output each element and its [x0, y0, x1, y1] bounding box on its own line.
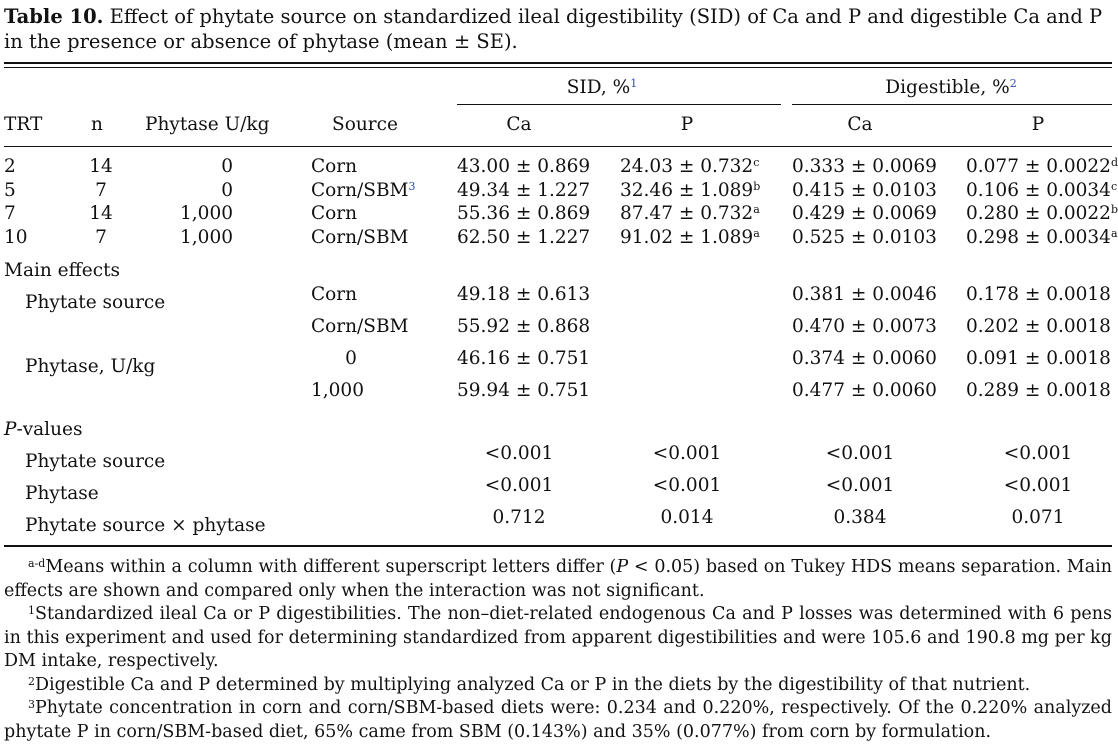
p-value-dig-p: <0.001 [1003, 475, 1073, 496]
digestible-group-rule [792, 104, 1112, 105]
cell-dig-p: 0.106 ± 0.0034$^c$ [966, 180, 1118, 201]
footnote-ref[interactable]: 3 [408, 180, 416, 193]
superscript-letter: a [753, 203, 760, 216]
p-values-label: P-values [4, 419, 83, 440]
cell-sid-p: 24.03 ± 0.732$^c$ [620, 156, 760, 177]
main-effect-sid-ca: 55.92 ± 0.868 [457, 316, 591, 337]
cell-dig-ca: 0.429 ± 0.0069 [792, 203, 937, 224]
cell-n: 7 [95, 227, 107, 248]
superscript-letter: b [1110, 203, 1118, 216]
phytate-source-label: Phytate source [25, 292, 166, 313]
superscript-letter: a [1110, 227, 1118, 240]
main-effect-level: Corn [311, 284, 358, 305]
superscript-letter: c [753, 156, 760, 169]
cell-sid-ca: 49.34 ± 1.227 [457, 180, 591, 201]
main-effect-sid-ca: 49.18 ± 0.613 [457, 284, 591, 305]
footnote-ref-1[interactable]: 1 [630, 77, 638, 90]
top-rule [4, 62, 1112, 64]
table-caption [4, 4, 1112, 54]
cell-trt: 5 [4, 180, 16, 201]
header-trt: TRT [4, 114, 43, 135]
main-effect-dig-ca: 0.477 ± 0.0060 [792, 380, 937, 401]
p-value-sid-p: 0.014 [660, 507, 714, 528]
superscript-letter: a [753, 227, 760, 240]
cell-dig-ca: 0.525 ± 0.0103 [792, 227, 937, 248]
cell-phytase: 1,000 [180, 203, 233, 224]
p-value-label: Phytate source × phytase [25, 515, 266, 536]
digestible-group-header: Digestible, %$^2$ [885, 77, 1017, 98]
main-effects-label: Main effects [4, 260, 121, 281]
cell-dig-p: 0.280 ± 0.0022$^b$ [966, 203, 1118, 224]
cell-sid-p: 87.47 ± 0.732$^a$ [620, 203, 760, 224]
cell-n: 7 [95, 180, 107, 201]
main-effect-dig-p: 0.202 ± 0.0018 [966, 316, 1111, 337]
p-value-dig-ca: <0.001 [825, 443, 895, 464]
cell-trt: 10 [4, 227, 28, 248]
footnote-ref-2[interactable]: 2 [1009, 77, 1017, 90]
cell-sid-p: 32.46 ± 1.089$^b$ [620, 180, 761, 201]
cell-trt: 7 [4, 203, 16, 224]
cell-sid-ca: 43.00 ± 0.869 [457, 156, 591, 177]
p-value-dig-p: <0.001 [1003, 443, 1073, 464]
cell-phytase: 0 [221, 180, 233, 201]
main-effect-dig-p: 0.091 ± 0.0018 [966, 348, 1111, 369]
p-value-sid-ca: 0.712 [492, 507, 546, 528]
footnote-1: $^1$Standardized ileal Ca or P digestibilities. The non–diet-related endogenous Ca and P losses was determined with 6 pens in this experiment and used for determining standardized from apparent digestibilities and were 105.6 and 190.8 mg per kg DM intake, respectively. [4, 604, 1112, 671]
cell-sid-ca: 62.50 ± 1.227 [457, 227, 591, 248]
cell-source: Corn/SBM [311, 227, 409, 248]
p-value-sid-ca: <0.001 [484, 443, 554, 464]
cell-n: 14 [89, 203, 113, 224]
footnotes [4, 556, 1112, 744]
header-rule [4, 146, 1112, 147]
caption-text: Effect of phytate source on standardized ileal digestibility (SID) of Ca and P and digestible Ca and P in the presence or absence of phytase (mean ± SE). [4, 5, 1103, 53]
cell-phytase: 1,000 [180, 227, 233, 248]
header-phytase: Phytase U/kg [145, 114, 270, 135]
cell-dig-p: 0.077 ± 0.0022$^d$ [966, 156, 1118, 177]
main-effect-dig-ca: 0.374 ± 0.0060 [792, 348, 937, 369]
header-dig-ca: Ca [847, 114, 873, 135]
footnote-2: $^2$Digestible Ca and P determined by multiplying analyzed Ca or P in the diets by the digestibility of that nutrient. [28, 674, 1031, 695]
cell-dig-p: 0.298 ± 0.0034$^a$ [966, 227, 1118, 248]
main-effect-dig-ca: 0.470 ± 0.0073 [792, 316, 937, 337]
superscript-letter: d [1110, 156, 1118, 169]
sid-group-rule [457, 104, 781, 105]
main-effect-dig-p: 0.289 ± 0.0018 [966, 380, 1111, 401]
main-effect-dig-ca: 0.381 ± 0.0046 [792, 284, 937, 305]
footnote-a-d: $^{a-d}$Means within a column with different superscript letters differ (P < 0.05) based on Tukey HDS means separation. Main effects are shown and compared only when the interaction was not significant. [4, 557, 1112, 601]
superscript-letter: c [1110, 180, 1118, 193]
p-value-dig-ca: <0.001 [825, 475, 895, 496]
main-effect-sid-ca: 59.94 ± 0.751 [457, 380, 591, 401]
cell-n: 14 [89, 156, 113, 177]
p-value-sid-ca: <0.001 [484, 475, 554, 496]
cell-trt: 2 [4, 156, 16, 177]
cell-sid-ca: 55.36 ± 0.869 [457, 203, 591, 224]
main-effect-level: 1,000 [311, 380, 364, 401]
main-effect-level: Corn/SBM [311, 316, 409, 337]
table-label: Table 10. [4, 5, 104, 28]
header-n: n [91, 114, 103, 135]
superscript-letter: b [753, 180, 761, 193]
p-value-dig-p: 0.071 [1011, 507, 1065, 528]
cell-source: Corn [311, 203, 358, 224]
main-effect-sid-ca: 46.16 ± 0.751 [457, 348, 591, 369]
bottom-rule [4, 545, 1112, 547]
header-sid-ca: Ca [506, 114, 532, 135]
p-value-sid-p: <0.001 [652, 443, 722, 464]
cell-source: Corn/SBM$^3$ [311, 180, 416, 201]
sid-group-header: SID, %$^1$ [566, 77, 638, 98]
top-rule-thin [4, 67, 1112, 68]
p-value-sid-p: <0.001 [652, 475, 722, 496]
header-sid-p: P [680, 114, 694, 135]
footnote-3: $^3$Phytate concentration in corn and corn/SBM-based diets were: 0.234 and 0.220%, respectively. Of the 0.220% analyzed phytate P in corn/SBM-based diet, 65% came from SBM (0.143%) and 35% (0.077%) from corn by formulation. [4, 698, 1112, 742]
header-dig-p: P [1031, 114, 1045, 135]
cell-phytase: 0 [221, 156, 233, 177]
cell-sid-p: 91.02 ± 1.089$^a$ [620, 227, 760, 248]
header-source: Source [332, 114, 398, 135]
phytase-label: Phytase, U/kg [25, 356, 156, 377]
p-value-dig-ca: 0.384 [833, 507, 887, 528]
main-effect-level: 0 [345, 348, 357, 369]
p-value-label: Phytase [25, 483, 99, 504]
cell-dig-ca: 0.333 ± 0.0069 [792, 156, 937, 177]
cell-source: Corn [311, 156, 358, 177]
p-value-label: Phytate source [25, 451, 166, 472]
cell-dig-ca: 0.415 ± 0.0103 [792, 180, 937, 201]
main-effect-dig-p: 0.178 ± 0.0018 [966, 284, 1111, 305]
